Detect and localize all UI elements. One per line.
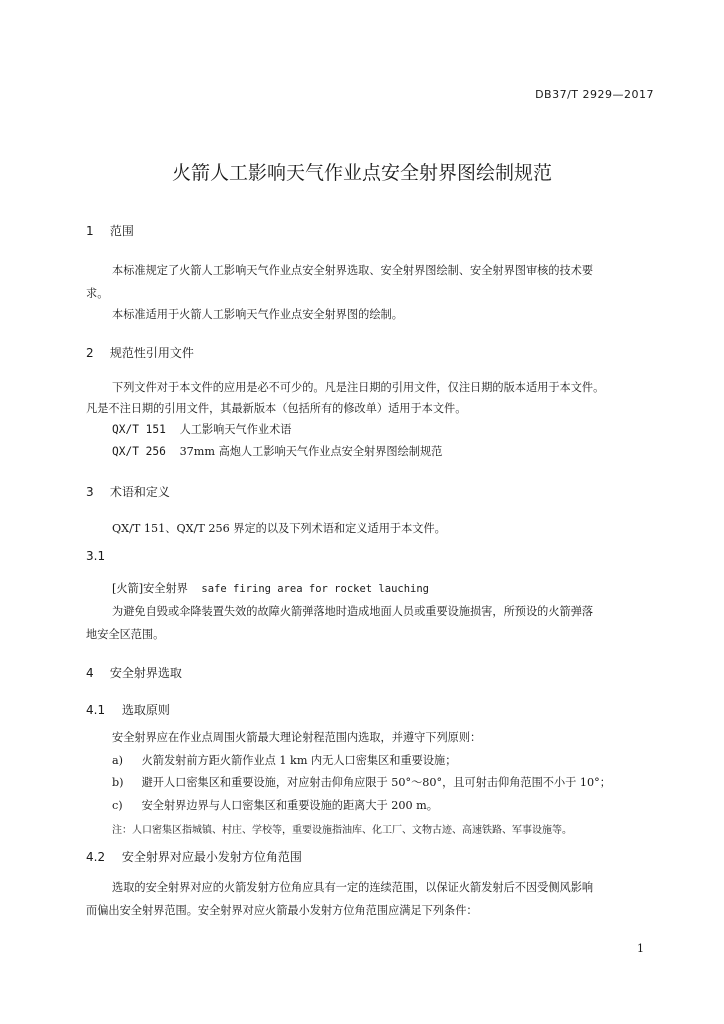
list-marker: c) xyxy=(112,799,123,812)
paragraph-line: QX/T 151、QX/T 256 界定的以及下列术语和定义适用于本文件。 xyxy=(112,522,446,535)
list-marker: b) xyxy=(112,776,124,789)
reference-text: 37mm 高炮人工影响天气作业点安全射界图绘制规范 xyxy=(179,445,443,458)
list-item xyxy=(112,774,611,790)
section-number: 1 xyxy=(86,224,94,238)
subsection-4-2-heading xyxy=(86,848,302,865)
section-title: 规范性引用文件 xyxy=(109,346,194,360)
paragraph-line: 本标准适用于火箭人工影响天气作业点安全射界图的绘制。 xyxy=(112,308,403,321)
paragraph-line: 求。 xyxy=(86,287,109,300)
term-english: safe firing area for rocket lauching xyxy=(201,583,429,595)
reference-code: QX/T 256 xyxy=(112,445,166,458)
list-text: 避开人口密集区和重要设施，对应射击仰角应限于 50°～80°，且可射击仰角范围不小于 10°； xyxy=(141,776,611,789)
reference-text: 人工影响天气作业术语 xyxy=(179,423,292,436)
subsection-title: 安全射界对应最小发射方位角范围 xyxy=(121,850,302,864)
list-item xyxy=(112,752,456,768)
paragraph-line: 而偏出安全射界范围。安全射界对应火箭最小发射方位角范围应满足下列条件： xyxy=(86,904,478,917)
section-4-heading xyxy=(86,664,182,681)
term-chinese: [火箭]安全射界 xyxy=(112,582,188,595)
section-number: 4 xyxy=(86,666,94,680)
note: 注：人口密集区指城镇、村庄、学校等，重要设施指油库、化工厂、文物古迹、高速铁路、军事设施等。 xyxy=(112,825,572,836)
clause-number: 3.1 xyxy=(86,549,106,563)
definition-line: 为避免自毁或伞降装置失效的故障火箭弹落地时造成地面人员或重要设施损害，所预设的火箭弹落 xyxy=(112,605,594,618)
reference-item xyxy=(112,443,442,459)
section-title: 范围 xyxy=(109,224,134,238)
section-2-heading xyxy=(86,344,194,361)
paragraph-line: 下列文件对于本文件的应用是必不可少的。凡是注日期的引用文件，仅注日期的版本适用于本文件。 xyxy=(112,381,605,394)
document-title: 火箭人工影响天气作业点安全射界图绘制规范 xyxy=(171,162,552,184)
paragraph-line: 本标准规定了火箭人工影响天气作业点安全射界选取、安全射界图绘制、安全射界图审核的技术要 xyxy=(112,264,594,277)
subsection-4-1-heading xyxy=(86,701,170,718)
paragraph-line: 安全射界应在作业点周围火箭最大理论射程范围内选取，并遵守下列原则： xyxy=(112,731,482,744)
standard-number: DB37/T 2929—2017 xyxy=(535,88,654,101)
subsection-number: 4.2 xyxy=(86,850,106,864)
definition-line: 地安全区范围。 xyxy=(86,628,165,641)
paragraph-line: 选取的安全射界对应的火箭发射方位角应具有一定的连续范围，以保证火箭发射后不因受侧风影响 xyxy=(112,881,594,894)
section-3-heading xyxy=(86,483,170,500)
reference-item xyxy=(112,421,291,437)
section-number: 3 xyxy=(86,485,94,499)
section-title: 安全射界选取 xyxy=(109,666,182,680)
reference-code: QX/T 151 xyxy=(112,423,166,436)
paragraph-line: 凡是不注日期的引用文件，其最新版本（包括所有的修改单）适用于本文件。 xyxy=(86,402,467,415)
subsection-number: 4.1 xyxy=(86,703,106,717)
section-1-heading xyxy=(86,222,134,239)
list-text: 安全射界边界与人口密集区和重要设施的距离大于 200 m。 xyxy=(141,799,438,812)
list-text: 火箭发射前方距火箭作业点 1 km 内无人口密集区和重要设施； xyxy=(141,754,457,767)
section-title: 术语和定义 xyxy=(109,485,170,499)
page-number: 1 xyxy=(637,942,644,955)
list-item xyxy=(112,797,438,813)
subsection-title: 选取原则 xyxy=(121,703,170,717)
list-marker: a) xyxy=(112,754,124,767)
term-entry xyxy=(112,580,429,596)
section-number: 2 xyxy=(86,346,94,360)
